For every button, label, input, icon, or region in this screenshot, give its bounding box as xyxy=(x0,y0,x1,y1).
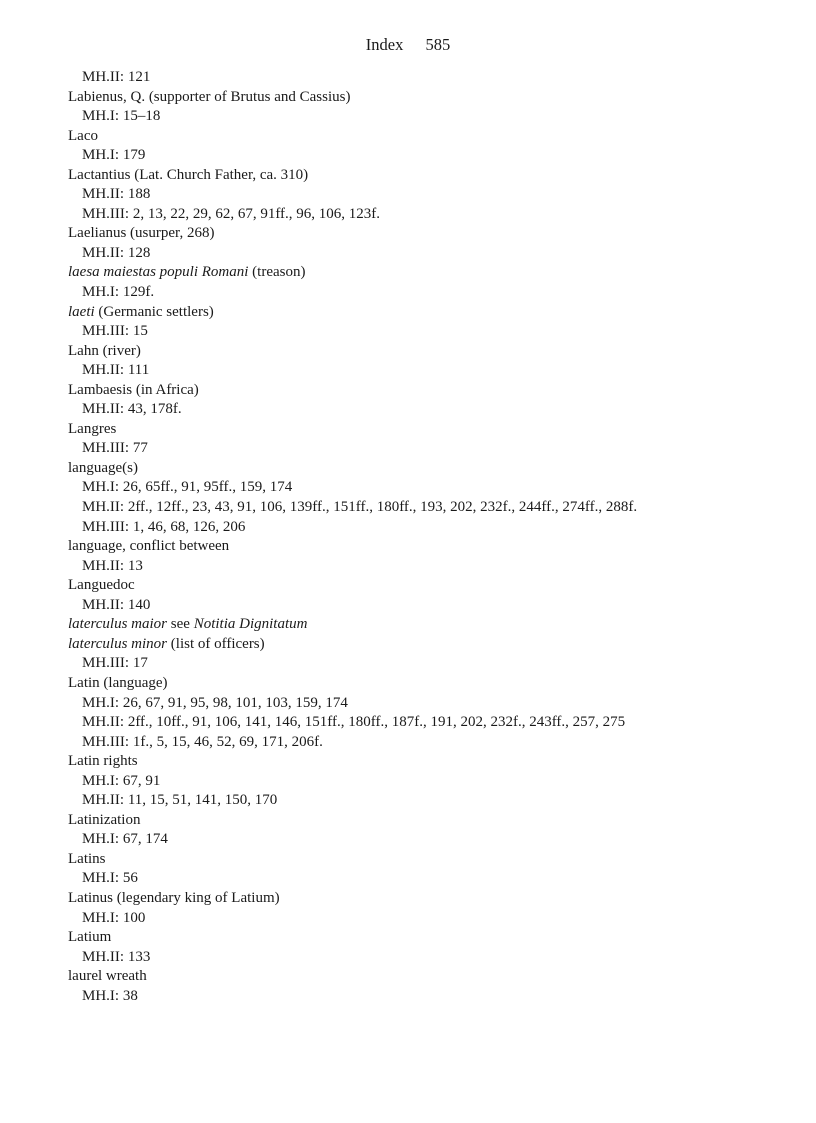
index-reference xyxy=(68,596,808,616)
entry-text: MH.I: 67, 91 xyxy=(82,772,161,789)
entry-text: language(s) xyxy=(68,459,138,476)
entry-text: MH.I: 38 xyxy=(82,987,138,1004)
entry-text: MH.I: 26, 65ff., 91, 95ff., 159, 174 xyxy=(82,479,293,496)
entry-text: see xyxy=(167,616,194,633)
page-number: 585 xyxy=(425,35,451,54)
index-heading xyxy=(68,459,808,479)
entry-text: MH.I: 56 xyxy=(82,870,138,887)
index-heading xyxy=(68,576,808,596)
entry-text: MH.II: 43, 178f. xyxy=(82,401,182,418)
entry-text: MH.II: 111 xyxy=(82,362,150,379)
running-title: Index xyxy=(365,35,404,54)
index-reference xyxy=(68,654,808,674)
index-heading xyxy=(68,127,808,147)
entry-text: Latium xyxy=(68,929,112,946)
italic-term: laesa maiestas populi Romani xyxy=(68,264,249,281)
entry-text: MH.III: 17 xyxy=(82,655,148,672)
index-reference xyxy=(68,439,808,459)
italic-term: laterculus minor xyxy=(68,635,168,652)
entry-text: Languedoc xyxy=(68,577,135,594)
entry-text: MH.III: 15 xyxy=(82,323,148,340)
entry-text: Latin rights xyxy=(68,753,138,770)
index-reference xyxy=(68,869,808,889)
index-reference xyxy=(68,498,808,518)
index-reference xyxy=(68,772,808,792)
index-heading xyxy=(68,889,808,909)
entry-text: Latinus (legendary king of Latium) xyxy=(68,889,280,906)
entry-text: MH.I: 15–18 xyxy=(82,108,161,125)
entry-text: Lactantius (Lat. Church Father, ca. 310) xyxy=(68,166,309,183)
entry-text: Lambaesis (in Africa) xyxy=(68,381,199,398)
entry-text: Laelianus (usurper, 268) xyxy=(68,225,215,242)
italic-term: laeti xyxy=(68,303,95,320)
entry-text: (treason) xyxy=(248,264,306,281)
index-reference xyxy=(68,205,808,225)
index-heading xyxy=(68,615,808,635)
index-reference xyxy=(68,361,808,381)
index-reference xyxy=(68,830,808,850)
entry-text: Labienus, Q. (supporter of Brutus and Cassius) xyxy=(68,88,351,105)
italic-term: Notitia Dignitatum xyxy=(193,616,308,633)
entry-text: MH.II: 133 xyxy=(82,948,151,965)
italic-term: laterculus maior xyxy=(68,616,168,633)
index-reference xyxy=(68,185,808,205)
entry-text: MH.II: 2ff., 10ff., 91, 106, 141, 146, 151ff., 180ff., 187f., 191, 202, 232f., 243ff., 257, 275 xyxy=(82,714,626,731)
index-reference xyxy=(68,478,808,498)
index-reference xyxy=(68,987,808,1007)
index-heading xyxy=(68,88,808,108)
entry-text: MH.II: 128 xyxy=(82,244,151,261)
entry-text: (list of officers) xyxy=(167,635,265,652)
index-heading xyxy=(68,752,808,772)
index-heading xyxy=(68,537,808,557)
index-reference xyxy=(68,322,808,342)
entry-text: Latins xyxy=(68,850,106,867)
entry-text: MH.II: 121 xyxy=(82,69,151,85)
entry-text: MH.I: 129f. xyxy=(82,284,155,301)
entry-text: Latinization xyxy=(68,811,141,828)
index-heading xyxy=(68,967,808,987)
entry-text: language, conflict between xyxy=(68,538,230,555)
index-reference xyxy=(68,146,808,166)
entry-text: Lahn (river) xyxy=(68,342,141,359)
entry-text: MH.III: 2, 13, 22, 29, 62, 67, 91ff., 96, 106, 123f. xyxy=(82,205,381,222)
index-reference xyxy=(68,557,808,577)
index-reference xyxy=(68,400,808,420)
index-reference xyxy=(68,283,808,303)
entry-text: MH.III: 77 xyxy=(82,440,148,457)
entry-text: (Germanic settlers) xyxy=(94,303,214,320)
entry-text: MH.II: 140 xyxy=(82,596,151,613)
index-heading xyxy=(68,928,808,948)
entry-text: MH.III: 1, 46, 68, 126, 206 xyxy=(82,518,246,535)
entry-text: Langres xyxy=(68,420,117,437)
index-reference xyxy=(68,694,808,714)
index-heading xyxy=(68,381,808,401)
entry-text: MH.I: 67, 174 xyxy=(82,831,168,848)
index-reference xyxy=(68,948,808,968)
index-heading xyxy=(68,224,808,244)
entry-text: MH.III: 1f., 5, 15, 46, 52, 69, 171, 206f. xyxy=(82,733,323,750)
index-heading xyxy=(68,850,808,870)
index-heading xyxy=(68,635,808,655)
entry-text: MH.II: 11, 15, 51, 141, 150, 170 xyxy=(82,792,278,809)
index-reference xyxy=(68,791,808,811)
entry-text: MH.II: 13 xyxy=(82,557,143,574)
entry-text: MH.I: 179 xyxy=(82,147,146,164)
index-reference xyxy=(68,518,808,538)
entry-text: laurel wreath xyxy=(68,968,147,985)
entry-text: Latin (language) xyxy=(68,674,168,691)
index-reference xyxy=(68,68,808,88)
index-list xyxy=(68,68,808,1006)
index-reference xyxy=(68,244,808,264)
entry-text: MH.II: 188 xyxy=(82,186,151,203)
entry-text: MH.II: 2ff., 12ff., 23, 43, 91, 106, 139ff., 151ff., 180ff., 193, 202, 232f., 244ff., 274ff., 288f. xyxy=(82,499,638,516)
index-reference xyxy=(68,713,808,733)
index-heading xyxy=(68,811,808,831)
entry-text: MH.I: 100 xyxy=(82,909,146,926)
index-reference xyxy=(68,733,808,753)
page-header xyxy=(0,35,816,55)
index-heading xyxy=(68,263,808,283)
index-reference xyxy=(68,107,808,127)
index-reference xyxy=(68,909,808,929)
index-heading xyxy=(68,674,808,694)
entry-text: Laco xyxy=(68,127,98,144)
entry-text: MH.I: 26, 67, 91, 95, 98, 101, 103, 159, 174 xyxy=(82,694,348,711)
index-heading xyxy=(68,342,808,362)
index-heading xyxy=(68,166,808,186)
index-heading xyxy=(68,420,808,440)
index-heading xyxy=(68,303,808,323)
